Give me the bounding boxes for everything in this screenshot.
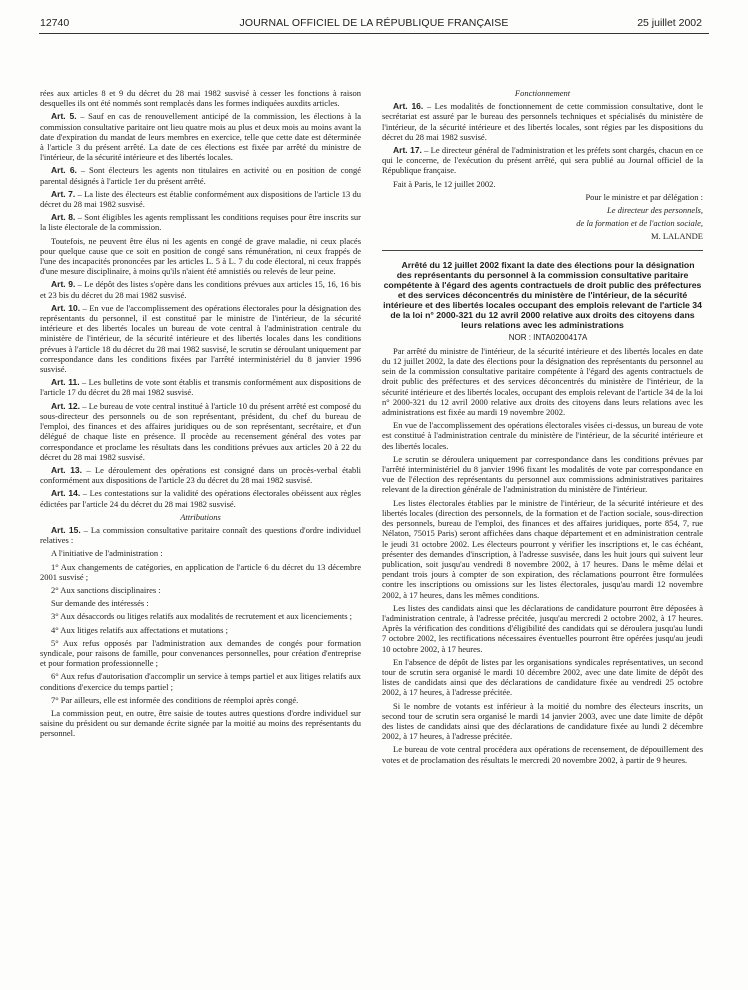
article-11 [40,377,361,397]
section-heading: Attributions [180,511,221,522]
article-10 [40,303,361,374]
article-text: – En vue de l'accomplissement des opérations électorales pour la désignation des représentants du personnel, il est constitué par le ministre de l'intérieur, de la sécurité intérieure et des libertés locales un bureau de vote central à l'administration centrale du ministère de l'intérieur, de la sécurité intérieure et des libertés locales dans les conditions prévues à l'article 18 du décret du 28 mai 1982 susvisé, le scrutin se déroulant uniquement par correspondance dans les conditions fixées par l'arrêté interministériel du 8 janvier 1996 susvisé. [40,302,361,375]
article-text: – Les contestations sur la validité des opérations électorales obéissent aux règles édictées par l'article 24 du décret du 28 mai 1982 susvisé. [40,488,361,509]
arrete-title: Arrêté du 12 juillet 2002 fixant la date des élections pour la désignation des représentants du personnel à la commission consultative paritaire compétente à l'égard des agents contractuels de droit public des préfectures et des services déconcentrés du ministère de l'intérieur, de la sécurité intérieure et des libertés locales occupant des emplois relevant de l'article 34 de la loi n° 2000-321 du 12 avril 2000 relative aux droits des citoyens dans leurs relations avec les administrations [383,259,702,330]
signature-line: de la formation et de l'action sociale, [576,218,703,229]
article-label: Art. 7. [51,188,76,199]
paragraph: Le bureau de vote central procédera aux opérations de recensement, de dépouillement des votes et de proclamation des résultats le mercredi 20 novembre 2002, à partir de 9 heures. [382,744,703,765]
article-text: – La liste des électeurs est établie conformément aux dispositions de l'article 13 du décret du 28 mai 1982 susvisé. [40,188,361,210]
list-item: Sur demande des intéressés : [51,598,149,609]
section-heading: Fonctionnement [514,88,571,98]
nor-reference: NOR : INTA0200417A [508,332,588,342]
paragraph: Le scrutin se déroulera uniquement par correspondance dans les conditions prévues par l'arrêté interministériel du 8 janvier 1996 fixant les modalités de vote par correspondance en vue de l'élection des représentants du personnel aux commissions administratives paritaires relevant de la direction générale de l'administration du ministère de l'intérieur. [382,453,703,495]
article-label: Art. 5. [51,111,77,122]
signature-line: Le directeur des personnels, [606,205,703,216]
article-text: – Le directeur général de l'administration et les préfets sont chargés, chacun en ce qui le concerne, de l'exécution du présent arrêté, qui sera publié au Journal officiel de la République française. [382,145,703,176]
list-item: 2° Aux sanctions disciplinaires : [51,584,161,595]
article-13 [40,465,361,485]
article-text: – Les modalités de fonctionnement de cette commission consultative, dont le secrétariat est assuré par le bureau des personnels techniques et spécialisés du ministère de l'intérieur, de la sécurité intérieure et des libertés locales, sont régies par les dispositions du décret du 28 mai 1982 susvisé. [382,101,703,142]
article-label: Art. 14. [51,488,81,499]
list-item: 5° Aux refus opposés par l'administration aux demandes de congés pour formation syndicale, pour raisons de famille, pour convenances personnelles, pour création d'entreprise et pour formation professionnelle ; [40,637,361,669]
list-item: 4° Aux litiges relatifs aux affectations et mutations ; [51,624,228,635]
issue-date: 25 juillet 2002 [637,17,702,29]
right-column [382,88,703,768]
list-item: 7° Par ailleurs, elle est informée des conditions de réemploi après congé. [51,694,299,705]
journal-title: JOURNAL OFFICIEL DE LA RÉPUBLIQUE FRANÇAISE [239,17,509,29]
article-17 [382,145,703,176]
article-label: Art. 10. [51,302,81,313]
article-16 [382,101,703,142]
article-text: – Le bureau de vote central institué à l'article 10 du présent arrêté est composé du sous-directeur des personnels ou de son représentant, président, du chef du bureau de l'emploi, des finances et des affaires juridiques ou de son représentant, secrétaire, et d'un délégué de chaque liste en présence. Il procède au recensement général des votes par correspondance et proclame les résultats dans les conditions prévues aux articles 20 à 22 du décret du 28 mai 1982 susvisé. [40,400,361,462]
article-12 [40,401,361,462]
list-item: 1° Aux changements de catégories, en application de l'article 6 du décret du 13 décembre 2001 susvisé ; [40,561,361,582]
header-rule [39,33,709,34]
article-9 [40,279,361,299]
article-6 [40,165,361,185]
article-label: Art. 8. [51,212,76,223]
article-text: – Le dépôt des listes s'opère dans les conditions prévues aux articles 15, 16, 16 bis et 23 bis du décret du 28 mai 1982 susvisé. [40,279,361,300]
article-label: Art. 12. [51,400,80,411]
article-label: Art. 17. [393,145,422,156]
paragraph: En vue de l'accomplissement des opérations électorales visées ci-dessus, un bureau de vote est constitué à l'administration centrale du ministère de l'intérieur, de la sécurité intérieure et des libertés locales. [382,420,703,451]
paragraph: rées aux articles 8 et 9 du décret du 28 mai 1982 susvisé à cesser les fonctions à raison desquelles ils ont été nommés sont remplacés dans les formes indiquées auxdits articles. [40,88,361,109]
article-text: – Le déroulement des opérations est consigné dans un procès-verbal établi conformément aux dispositions de l'article 23 du décret du 28 mai 1982 susvisé. [40,464,361,486]
article-text: – Les bulletins de vote sont établis et transmis conformément aux dispositions de l'article 17 du décret du 28 mai 1982 susvisé. [40,377,361,398]
paragraph: Si le nombre de votants est inférieur à la moitié du nombre des électeurs inscrits, un second tour de scrutin sera organisé le mardi 14 janvier 2003, avec une date limite de dépôt des listes de candidats ainsi que des déclarations de candidature fixée au lundi 2 décembre 2002, à 17 heures, à l'adresse précitée. [382,700,703,742]
article-text: – Sauf en cas de renouvellement anticipé de la commission, les élections à la commission consultative paritaire ont lieu quatre mois au plus et deux mois au moins avant la date d'expiration du mandat de leurs membres en exercice, telle que cette date est déterminée à l'article 3 du présent arrêté. La date de ces élections est fixée par arrêté du ministre de l'intérieur, de la sécurité intérieure et des libertés locales. [40,111,361,163]
article-label: Art. 15. [51,524,81,535]
paragraph: En l'absence de dépôt de listes par les organisations syndicales représentatives, un second tour de scrutin sera organisé le mardi 10 décembre 2002, avec une date limite de dépôt des listes de candidats ainsi que des déclarations de candidature fixée au vendredi 25 octobre 2002, à 17 heures, à l'adresse précitée. [382,656,703,698]
article-14 [40,488,361,508]
article-text: – Sont électeurs les agents non titulaires en activité ou en position de congé parental désignés à l'article 1er du présent arrêté. [40,165,361,186]
article-label: Art. 13. [51,464,83,475]
paragraph: Toutefois, ne peuvent être élus ni les agents en congé de grave maladie, ni ceux placés pour quelque cause que ce soit en position de congé sans rémunération, ni ceux frappés de l'une des incapacités prononcées par les articles L. 5 à L. 7 du code électoral, ni ceux frappés d'une mesure disciplinaire, à moins qu'ils n'aient été amnistiés ou relevés de leur peine. [40,235,361,277]
article-15 [40,525,361,545]
article-text: – Sont éligibles les agents remplissant les conditions requises pour être inscrits sur la liste électorale de la commission. [40,212,361,233]
list-item: 6° Aux refus d'autorisation d'accomplir un service à temps partiel et aux litiges relatifs aux conditions d'exercice du temps partiel ; [40,671,361,692]
article-8 [40,212,361,232]
paragraph: Les listes des candidats ainsi que les déclarations de candidature pourront être déposées à l'administration centrale, à l'adresse précitée, jusqu'au mercredi 2 octobre 2002, à 17 heures. Après la vérification des conditions d'éligibilité des candidats qui se déroulera jusqu'au lundi 7 octobre 2002, les rectifications nécessaires éventuelles pourront être opérées jusqu'au jeudi 10 octobre 2002, à 17 heures. [382,602,703,654]
left-column [40,88,361,742]
paragraph: Les listes électorales établies par le ministre de l'intérieur, de la sécurité intérieure et des libertés locales (direction des personnels, de la formation et de l'action sociale, sous-direction des personnels, bureau de l'emploi, des finances et des affaires juridiques, porte 854, 7, rue Nélaton, 75015 Paris) seront affichées dans chaque département et en administration centrale le jeudi 31 octobre 2002. Les électeurs pourront y vérifier les inscriptions et, le cas échéant, présenter des demandes d'inscription, à l'adresse susvisée, dans les huit jours qui suivent leur publication, soit jusqu'au vendredi 8 novembre 2002, à 17 heures. Dans le même délai et pendant trois jours à compter de son expiration, des réclamations pourront être formulées contre les inscriptions ou omissions sur les listes électorales, jusqu'au mardi 12 novembre 2002, à 17 heures, dans les mêmes conditions. [382,497,703,600]
signature-line: Pour le ministre et par délégation : [585,191,703,202]
page-number: 12740 [40,17,70,29]
article-label: Art. 9. [51,279,76,290]
article-label: Art. 16. [393,101,424,112]
article-7 [40,189,361,209]
article-text: – La commission consultative paritaire connaît des questions d'ordre individuel relatives : [40,524,361,546]
article-5 [40,111,361,162]
list-item: 3° Aux désaccords ou litiges relatifs aux modalités de recrutement et aux licenciements ; [51,611,353,622]
page-header [0,17,748,33]
signature-name: M. LALANDE [651,231,703,242]
paragraph: Par arrêté du ministre de l'intérieur, de la sécurité intérieure et des libertés locales en date du 12 juillet 2002, la date des élections pour la désignation des représentants du personnel au sein de la commission consultative paritaire compétente à l'égard des agents contractuels de droit public des préfectures et des services déconcentrés du ministère de l'intérieur, de la sécurité intérieure et des libertés locales, occupant des emplois relevant de l'article 34 de la loi n° 2000-321 du 12 avril 2000 relative aux droits des citoyens dans leurs relations avec les administrations est fixée au mardi 19 novembre 2002. [382,345,703,418]
article-label: Art. 6. [51,165,77,176]
paragraph: La commission peut, en outre, être saisie de toutes autres questions d'ordre individuel sur saisine du président ou sur demande écrite signée par la moitié au moins des représentants du personnel. [40,707,361,739]
place-date: Fait à Paris, le 12 juillet 2002. [393,178,496,189]
section-divider [382,250,703,251]
article-label: Art. 11. [51,377,80,388]
list-item: A l'initiative de l'administration : [51,548,163,559]
